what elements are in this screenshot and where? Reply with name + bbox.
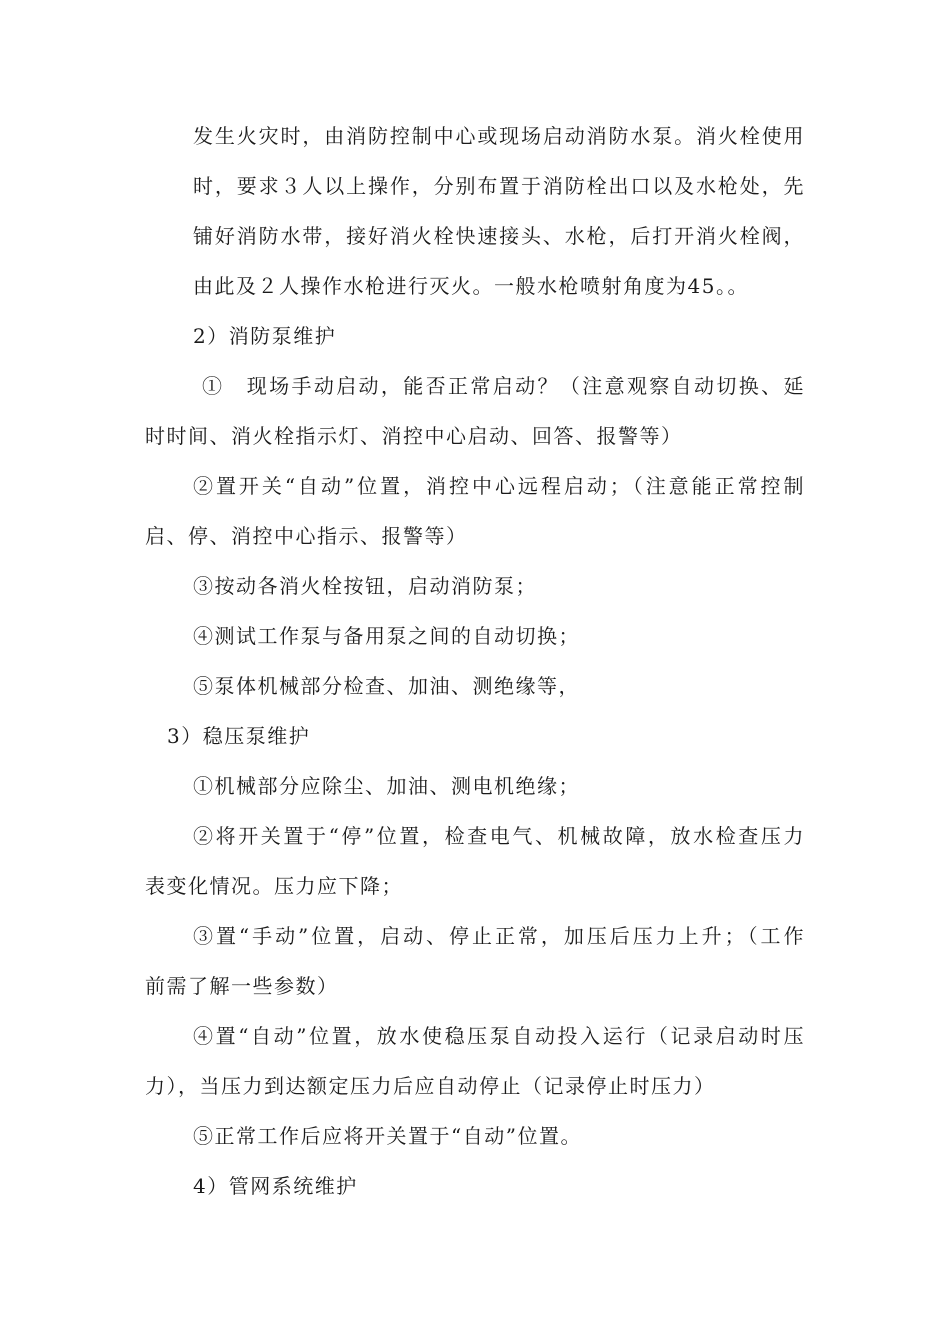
list-item: ③置“手动”位置，启动、停止正常，加压后压力上升；（工作 bbox=[193, 924, 805, 948]
list-item: ⑤正常工作后应将开关置于“自动”位置。 bbox=[193, 1124, 582, 1148]
section-heading: 2）消防泵维护 bbox=[193, 324, 337, 348]
list-item: ⑤泵体机械部分检查、加油、测绝缘等， bbox=[193, 674, 580, 698]
paragraph-line: 发生火灾时，由消防控制中心或现场启动消防水泵。消火栓使用 bbox=[193, 124, 805, 148]
list-item-continuation: 力），当压力到达额定压力后应自动停止（记录停止时压力） bbox=[145, 1074, 716, 1098]
list-item-continuation: 前需了解一些参数） bbox=[145, 974, 339, 998]
list-item-continuation: 时时间、消火栓指示灯、消控中心启动、回答、报警等） bbox=[145, 424, 683, 448]
section-heading: 4）管网系统维护 bbox=[193, 1174, 358, 1198]
paragraph-line: 时，要求３人以上操作，分别布置于消防栓出口以及水枪处，先 bbox=[193, 174, 805, 198]
list-item: ②将开关置于“停”位置，检查电气、机械故障，放水检查压力 bbox=[193, 824, 805, 848]
list-item-continuation: 表变化情况。压力应下降； bbox=[145, 874, 403, 898]
paragraph-line: 铺好消防水带，接好消火栓快速接头、水枪，后打开消火栓阀， bbox=[193, 224, 805, 248]
list-item-continuation: 启、停、消控中心指示、报警等） bbox=[145, 524, 468, 548]
list-item: ④测试工作泵与备用泵之间的自动切换； bbox=[193, 624, 580, 648]
list-item: ① 现场手动启动，能否正常启动？（注意观察自动切换、延 bbox=[202, 374, 805, 398]
section-heading: 3）稳压泵维护 bbox=[167, 724, 311, 748]
paragraph-line: 由此及２人操作水枪进行灭火。一般水枪喷射角度为45。。 bbox=[193, 274, 749, 298]
list-item: ②置开关“自动”位置，消控中心远程启动；（注意能正常控制 bbox=[193, 474, 805, 498]
list-item: ①机械部分应除尘、加油、测电机绝缘； bbox=[193, 774, 580, 798]
list-item: ③按动各消火栓按钮，启动消防泵； bbox=[193, 574, 537, 598]
list-item: ④置“自动”位置，放水使稳压泵自动投入运行（记录启动时压 bbox=[193, 1024, 805, 1048]
